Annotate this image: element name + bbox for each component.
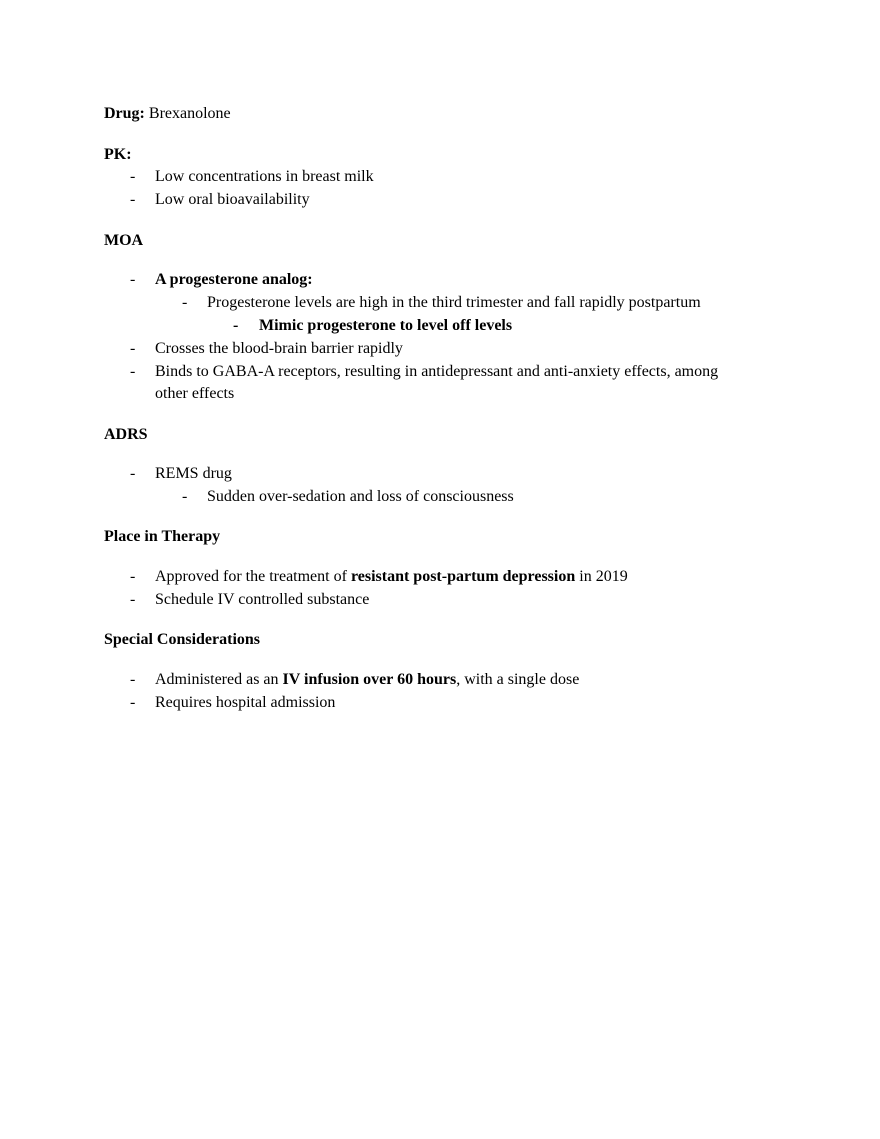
adrs-subitem: Sudden over-sedation and loss of consciousness [207, 488, 514, 505]
therapy-item-text: Approved for the treatment of [155, 568, 347, 585]
drug-label: Drug: [104, 105, 145, 122]
moa-item-continued: other effects [155, 385, 235, 402]
drug-name: Brexanolone [148, 105, 231, 122]
therapy-item [155, 567, 628, 587]
moa-subsubitem: Mimic progesterone to level off levels [259, 317, 513, 334]
bullet-dash: - [130, 271, 136, 288]
moa-subitem: Progesterone levels are high in the third trimester and fall rapidly postpartum [207, 294, 701, 311]
therapy-item: Schedule IV controlled substance [155, 591, 370, 608]
pk-item: Low concentrations in breast milk [155, 168, 374, 185]
therapy-item-text: in 2019 [579, 568, 628, 585]
bullet-dash: - [130, 591, 136, 608]
pk-item: Low oral bioavailability [155, 191, 310, 208]
bullet-dash: - [130, 694, 136, 711]
bullet-dash: - [233, 317, 239, 334]
moa-heading: MOA [104, 232, 144, 249]
bullet-dash: - [130, 465, 136, 482]
therapy-heading: Place in Therapy [104, 528, 221, 545]
bullet-dash: - [130, 340, 136, 357]
special-item [155, 670, 579, 690]
special-item-text: , with a single dose [456, 671, 580, 688]
bullet-dash: - [130, 168, 136, 185]
bullet-dash: - [182, 294, 188, 311]
bullet-dash: - [130, 568, 136, 585]
special-item: Requires hospital admission [155, 694, 336, 711]
therapy-item-emphasis: resistant post-partum depression [350, 568, 576, 585]
adrs-heading: ADRS [104, 426, 148, 443]
moa-item: Crosses the blood-brain barrier rapidly [155, 340, 403, 357]
bullet-dash: - [130, 363, 136, 380]
adrs-item: REMS drug [155, 465, 232, 482]
moa-item: A progesterone analog: [155, 271, 313, 288]
drug-line [104, 104, 231, 124]
pk-heading: PK: [104, 146, 132, 163]
bullet-dash: - [130, 191, 136, 208]
moa-item: Binds to GABA-A receptors, resulting in antidepressant and anti-anxiety effects, among [155, 363, 719, 380]
special-item-text: Administered as an [155, 671, 279, 688]
special-heading: Special Considerations [104, 631, 261, 648]
bullet-dash: - [130, 671, 136, 688]
bullet-dash: - [182, 488, 188, 505]
special-item-emphasis: IV infusion over 60 hours [282, 671, 457, 688]
